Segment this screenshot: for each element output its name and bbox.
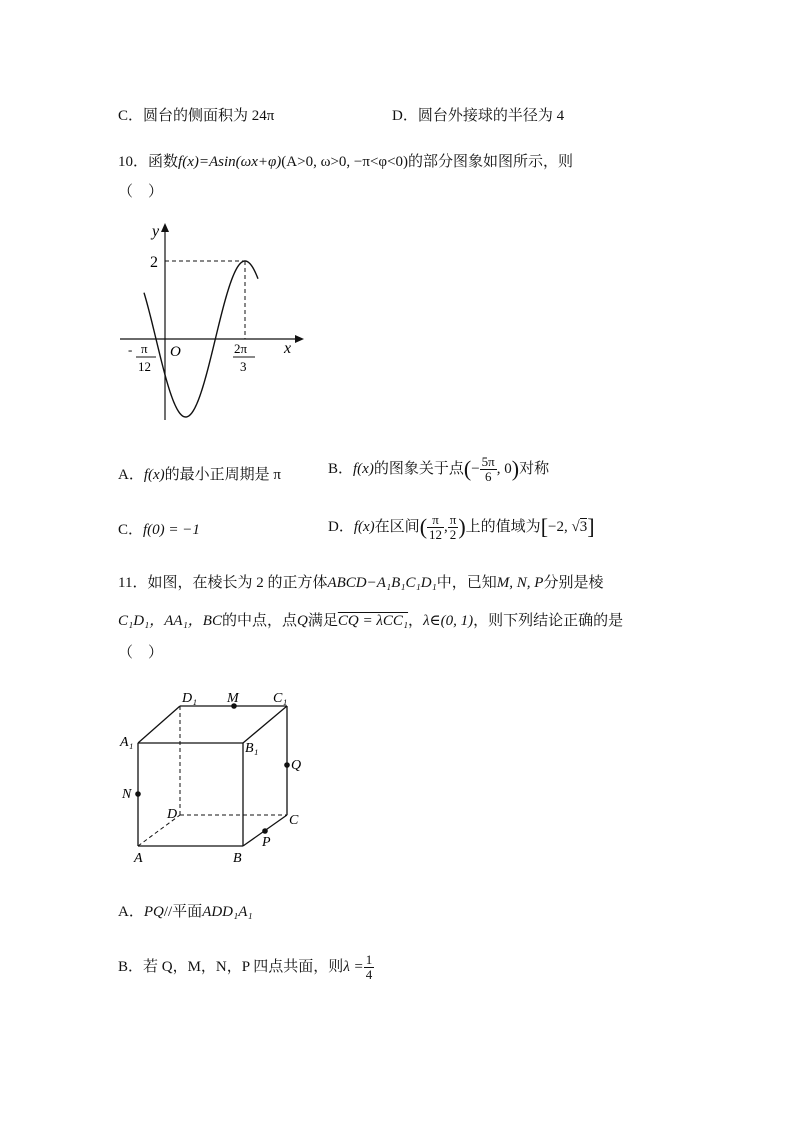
- q10-option-d-func: f(x): [353, 518, 375, 535]
- label-d: D: [167, 807, 178, 822]
- point-n: [135, 791, 141, 797]
- q11-option-a-mid: //平面: [163, 904, 203, 920]
- label-c: C: [289, 813, 299, 828]
- point-p: [262, 828, 268, 834]
- y-axis-label: y: [152, 223, 160, 240]
- x-axis-label: x: [284, 340, 292, 357]
- q11-option-a-plane: ADD₁A₁: [202, 904, 253, 920]
- q10-option-d-text1: 在区间: [374, 518, 420, 535]
- q10-formula: f(x)=Asin(ωx+φ): [178, 154, 282, 170]
- q11-line2-c: ，: [408, 613, 424, 629]
- q10-number: 10．: [118, 154, 149, 170]
- q11-option-a: [118, 900, 253, 921]
- q10-graph: [110, 220, 310, 430]
- max-label: 2: [150, 254, 158, 271]
- q11-line1-c: 分别是棱: [543, 575, 604, 591]
- q9-option-d: D．圆台外接球的半径为 4: [392, 108, 565, 124]
- q11-option-b-den: 4: [365, 967, 373, 982]
- q10-stem: [118, 150, 573, 171]
- q10-conditions: (A>0, ω>0, −π<φ<0): [281, 154, 409, 170]
- q10-option-b-den: 6: [484, 469, 492, 484]
- q10-option-c: [118, 518, 200, 539]
- q11-lambda-range: λ∈(0, 1): [423, 613, 474, 629]
- q10-option-b-num: 5π: [481, 454, 495, 469]
- q11-option-b-num: 1: [365, 952, 373, 967]
- q11-option-b-lambda: λ =: [343, 958, 364, 975]
- q9-option-c: C．圆台的侧面积为 24π: [118, 108, 275, 124]
- root-label-den: 12: [138, 359, 151, 374]
- q10-option-b-letter: B．: [328, 460, 354, 477]
- label-a1: A₁: [120, 735, 134, 750]
- q11-line1-a: 如图，在棱长为 2 的正方体: [147, 575, 328, 591]
- q10-option-a: [118, 463, 281, 484]
- q11-points: M, N, P: [496, 575, 544, 591]
- q10-stem-prefix: 函数: [148, 154, 179, 170]
- point-q: [284, 762, 290, 768]
- q11-option-b-letter: B．: [118, 958, 144, 975]
- q10-option-a-letter: A．: [118, 467, 144, 483]
- q10-option-a-text: 的最小正周期是 π: [164, 467, 281, 483]
- q10-option-b-text2: 对称: [519, 460, 550, 477]
- label-p: P: [262, 835, 271, 850]
- q10-option-a-func: f(x): [143, 467, 165, 483]
- q10-option-d: D．f(x)在区间( $\frac{\pi}{12}$ , $\frac{\pi}{2}$ )上的值域为[−2, √3]: [328, 512, 595, 542]
- q10-option-d-num1: π: [427, 513, 444, 528]
- q11-cube-figure: [110, 688, 330, 873]
- edge-b1c1: [243, 706, 287, 743]
- q10-option-b: B．f(x)的图象关于点(− $\frac{5\pi}{6}$ , 0)对称: [328, 454, 550, 484]
- q10-option-d-range-root: 3: [579, 518, 588, 535]
- label-a: A: [134, 851, 143, 866]
- root-label-num: π: [141, 341, 148, 356]
- q11-edges: C₁D₁，AA₁，BC: [118, 613, 222, 629]
- peak-label-num: 2π: [234, 341, 248, 356]
- q10-option-b-func: f(x): [353, 460, 374, 477]
- peak-label-den: 3: [240, 359, 247, 374]
- q10-paren: （ ）: [118, 184, 164, 200]
- q10-option-b-point-end: , 0: [496, 460, 512, 477]
- q10-option-d-den2: 2: [449, 527, 457, 542]
- label-b1: B₁: [245, 741, 259, 756]
- q11-option-a-letter: A．: [118, 904, 144, 920]
- q11-line2-d: ，则下列结论正确的是: [473, 613, 624, 629]
- q10-option-d-letter: D．: [328, 518, 354, 535]
- origin-label: O: [170, 344, 181, 360]
- label-m: M: [227, 691, 239, 706]
- root-label-sign: -: [128, 342, 133, 357]
- q10-option-b-text1: 的图象关于点: [373, 460, 464, 477]
- y-axis-arrow: [161, 223, 169, 232]
- edge-a1d1: [138, 706, 180, 743]
- q11-point-q: Q: [297, 613, 308, 629]
- q10-option-c-letter: C．: [118, 522, 144, 538]
- label-q: Q: [291, 758, 302, 773]
- q11-line1-b: 中，已知: [436, 575, 497, 591]
- q11-option-b-text: 若 Q，M，N，P 四点共面，则: [143, 958, 344, 975]
- q11-stem-line1: [118, 571, 603, 592]
- q10-option-b-sign: −: [471, 460, 480, 477]
- q11-option-b: [118, 953, 374, 982]
- q10-stem-suffix: 的部分图象如图所示，则: [408, 154, 574, 170]
- q11-line2-b: 满足: [307, 613, 338, 629]
- q11-number: 11．: [118, 575, 148, 591]
- q11-cube-name: ABCD−A₁B₁C₁D₁: [327, 575, 437, 591]
- label-b: B: [233, 851, 242, 866]
- q10-option-c-expr: f(0) = −1: [143, 522, 200, 538]
- q11-line2-a: 的中点，点: [221, 613, 297, 629]
- q10-option-d-text2: 上的值域为: [465, 518, 541, 535]
- q10-option-d-den1: 12: [429, 527, 443, 542]
- q11-vector-eq: CQ = λCC₁: [337, 613, 409, 629]
- q11-stem-line2: [118, 609, 623, 630]
- q11-paren: （ ）: [118, 645, 164, 661]
- q11-option-a-expr: PQ: [143, 904, 164, 920]
- label-d1: D₁: [182, 691, 197, 706]
- q10-option-d-range-left: −2,: [548, 518, 572, 535]
- label-n: N: [122, 787, 132, 802]
- label-c1: C₁: [273, 691, 288, 706]
- x-axis-arrow: [295, 335, 304, 343]
- q10-option-d-num2: π: [449, 512, 457, 527]
